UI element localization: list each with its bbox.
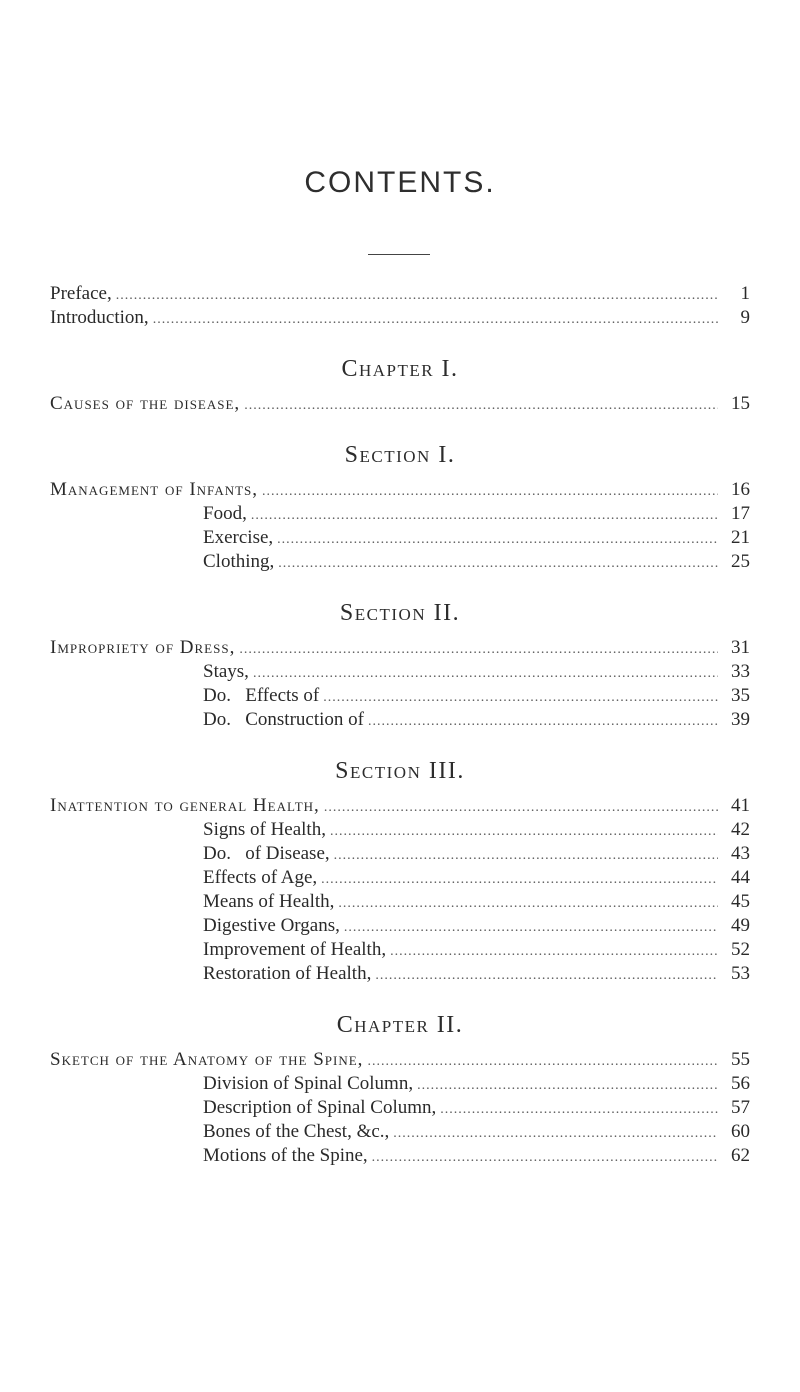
toc-page-number: 55 xyxy=(731,1049,750,1070)
toc-entry-label: Exercise, xyxy=(203,527,274,548)
section-heading: Section II. xyxy=(339,600,461,626)
toc-subentry[interactable] xyxy=(50,660,750,684)
dot-leader xyxy=(239,638,718,662)
toc-entry-label: Do. Effects of xyxy=(203,685,320,706)
toc-entry-management[interactable] xyxy=(50,478,750,502)
toc-entry-label: Division of Spinal Column, xyxy=(203,1073,414,1094)
toc-subentry[interactable] xyxy=(50,818,750,842)
toc-entry-label: Means of Health, xyxy=(203,891,335,912)
toc-entry-label: Sketch of the Anatomy of the Spine, xyxy=(50,1049,364,1070)
toc-entry-label: Description of Spinal Column, xyxy=(203,1097,437,1118)
dot-leader xyxy=(153,308,718,332)
dot-leader xyxy=(393,1122,718,1146)
toc-page-number: 9 xyxy=(740,307,750,328)
toc-entry-label: Do. of Disease, xyxy=(203,843,330,864)
dot-leader xyxy=(367,1050,718,1074)
toc-subentry[interactable] xyxy=(50,914,750,938)
toc-entry-sketch[interactable] xyxy=(50,1048,750,1072)
toc-entry-label: Signs of Health, xyxy=(203,819,326,840)
toc-page-number: 56 xyxy=(731,1073,750,1094)
toc-subentry[interactable] xyxy=(50,938,750,962)
toc-page-number: 25 xyxy=(731,551,750,572)
section-heading: Section III. xyxy=(335,758,465,784)
toc-page-number: 17 xyxy=(731,503,750,524)
toc-page-number: 33 xyxy=(731,661,750,682)
dot-leader xyxy=(344,916,718,940)
toc-entry-label: Inattention to general Health, xyxy=(50,795,320,816)
toc-entry-label: Management of Infants, xyxy=(50,479,259,500)
toc-entry-label: Clothing, xyxy=(203,551,275,572)
toc-page-number: 62 xyxy=(731,1145,750,1166)
toc-entry-label: Food, xyxy=(203,503,247,524)
title-rule xyxy=(368,254,430,255)
toc-entry-label: Improvement of Health, xyxy=(203,939,387,960)
dot-leader xyxy=(251,504,718,528)
toc-page-number: 21 xyxy=(731,527,750,548)
toc-page-number: 60 xyxy=(731,1121,750,1142)
dot-leader xyxy=(262,480,718,504)
toc-entry-preface[interactable] xyxy=(50,282,750,306)
toc-page-number: 41 xyxy=(731,795,750,816)
dot-leader xyxy=(334,844,718,868)
toc-subentry[interactable] xyxy=(50,1096,750,1120)
toc-page-number: 45 xyxy=(731,891,750,912)
toc-subentry[interactable] xyxy=(50,1144,750,1168)
toc-page-number: 1 xyxy=(740,283,750,304)
dot-leader xyxy=(321,868,718,892)
dot-leader xyxy=(116,284,718,308)
toc-entry-label: Introduction, xyxy=(50,307,149,328)
dot-leader xyxy=(440,1098,718,1122)
toc-page-number: 44 xyxy=(731,867,750,888)
dot-leader xyxy=(244,394,718,418)
toc-entry-label: Preface, xyxy=(50,283,112,304)
dot-leader xyxy=(253,662,718,686)
toc-subentry[interactable] xyxy=(50,842,750,866)
toc-entry-label: Bones of the Chest, &c., xyxy=(203,1121,390,1142)
toc-entry-label: Motions of the Spine, xyxy=(203,1145,368,1166)
toc-page-number: 35 xyxy=(731,685,750,706)
dot-leader xyxy=(330,820,718,844)
toc-page-number: 49 xyxy=(731,915,750,936)
section-heading: Section I. xyxy=(344,442,456,468)
toc-subentry[interactable] xyxy=(50,1072,750,1096)
toc-page-number: 57 xyxy=(731,1097,750,1118)
dot-leader xyxy=(324,796,718,820)
dot-leader xyxy=(277,528,718,552)
toc-subentry[interactable] xyxy=(50,526,750,550)
toc-subentry[interactable] xyxy=(50,1120,750,1144)
dot-leader xyxy=(368,710,718,734)
page-title: CONTENTS. xyxy=(304,166,496,199)
dot-leader xyxy=(390,940,718,964)
toc-page-number: 42 xyxy=(731,819,750,840)
toc-entry-impropriety[interactable] xyxy=(50,636,750,660)
toc-subentry[interactable] xyxy=(50,550,750,574)
toc-entry-label: Impropriety of Dress, xyxy=(50,637,236,658)
dot-leader xyxy=(417,1074,718,1098)
toc-subentry[interactable] xyxy=(50,890,750,914)
toc-entry-inattention[interactable] xyxy=(50,794,750,818)
chapter-heading: Chapter II. xyxy=(336,1012,464,1038)
toc-subentry[interactable] xyxy=(50,866,750,890)
dot-leader xyxy=(323,686,718,710)
table-of-contents xyxy=(50,282,750,1168)
toc-subentry[interactable] xyxy=(50,962,750,986)
toc-page-number: 43 xyxy=(731,843,750,864)
toc-entry-label: Stays, xyxy=(203,661,249,682)
dot-leader xyxy=(338,892,718,916)
toc-page-number: 52 xyxy=(731,939,750,960)
dot-leader xyxy=(278,552,718,576)
toc-entry-label: Do. Construction of xyxy=(203,709,364,730)
dot-leader xyxy=(372,1146,718,1170)
dot-leader xyxy=(375,964,718,988)
toc-entry-introduction[interactable] xyxy=(50,306,750,330)
toc-entry-label: Digestive Organs, xyxy=(203,915,340,936)
toc-page-number: 39 xyxy=(731,709,750,730)
toc-subentry[interactable] xyxy=(50,502,750,526)
toc-page-number: 53 xyxy=(731,963,750,984)
toc-subentry[interactable] xyxy=(50,708,750,732)
chapter-heading: Chapter I. xyxy=(341,356,459,382)
toc-page-number: 15 xyxy=(731,393,750,414)
toc-page-number: 31 xyxy=(731,637,750,658)
toc-page-number: 16 xyxy=(731,479,750,500)
toc-entry-label: Restoration of Health, xyxy=(203,963,372,984)
toc-subentry[interactable] xyxy=(50,684,750,708)
toc-entry-label: Causes of the disease, xyxy=(50,393,241,414)
toc-entry-label: Effects of Age, xyxy=(203,867,318,888)
toc-entry-causes[interactable] xyxy=(50,392,750,416)
